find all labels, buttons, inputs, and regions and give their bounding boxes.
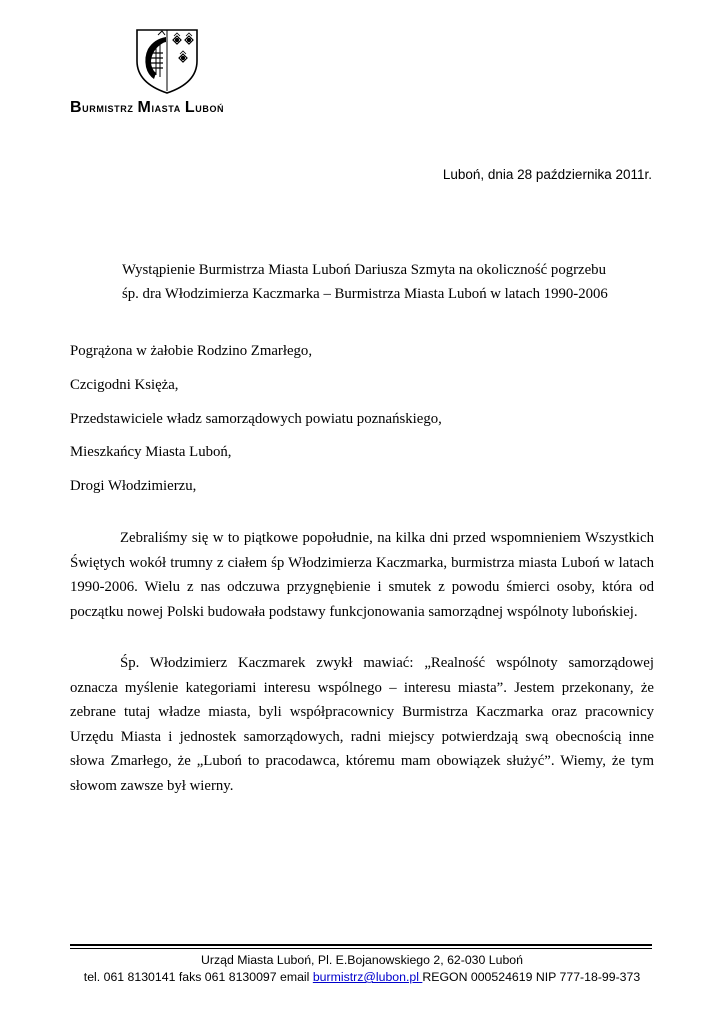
footer-divider-thin bbox=[70, 948, 652, 949]
document-date: Luboń, dnia 28 października 2011r. bbox=[442, 167, 652, 182]
greeting-line: Czcigodni Księża, bbox=[70, 377, 179, 393]
footer-contact bbox=[40, 970, 684, 984]
footer-address: Urząd Miasta Luboń, Pl. E.Bojanowskiego 2, 62-030 Luboń bbox=[201, 953, 523, 967]
greeting-line: Drogi Włodzimierzu, bbox=[70, 478, 197, 494]
footer-divider bbox=[70, 944, 652, 946]
footer-contact-prefix: tel. 061 8130141 faks 061 8130097 email bbox=[83, 970, 313, 984]
header-title: Burmistrz Miasta Luboń bbox=[70, 99, 225, 116]
email-link[interactable]: burmistrz@lubon.pl bbox=[312, 970, 423, 984]
coat-of-arms-icon bbox=[134, 27, 200, 95]
greeting-line: Mieszkańcy Miasta Luboń, bbox=[70, 444, 232, 460]
subject-line-1: Wystąpienie Burmistrza Miasta Luboń Dariusza Szmyta na okoliczność pogrzebu bbox=[122, 262, 606, 278]
body-paragraph: Zebraliśmy się w to piątkowe popołudnie, na kilka dni przed wspomnieniem Wszystkich Świętych wokół trumny z ciałem śp Włodzimierza Kaczmarka, burmistrza miasta Luboń w latach 1990-2006. Wielu z nas odczuwa przygnębienie i smutek z powodu śmierci osoby, która od początku nowej Polski budowała podstawy funkcjonowania samorządnej wspólnoty lubońskiej. bbox=[70, 530, 654, 620]
footer-contact-suffix: REGON 000524619 NIP 777-18-99-373 bbox=[422, 970, 641, 984]
subject bbox=[122, 258, 642, 306]
greeting-line: Przedstawiciele władz samorządowych powiatu poznańskiego, bbox=[70, 411, 442, 427]
subject-line-2: śp. dra Włodzimierza Kaczmarka – Burmistrza Miasta Luboń w latach 1990-2006 bbox=[122, 286, 608, 302]
body-paragraph: Śp. Włodzimierz Kaczmarek zwykł mawiać: „Realność wspólnoty samorządowej oznacza myślenie kategoriami interesu wspólnego – interesu miasta”. Jestem przekonany, że zebrane tutaj władze miasta, byli współpracownicy Burmistrza Kaczmarka oraz pracownicy Urzędu Miasta i jednostek samorządowych, radni miejscy potwierdzają swą obecnością inne słowa Zmarłego, że „Luboń to pracodawca, któremu mam obowiązek służyć”. Wiemy, że tym słowom zawsze był wierny. bbox=[70, 655, 654, 794]
greeting-line: Pogrążona w żałobie Rodzino Zmarłego, bbox=[70, 343, 313, 359]
